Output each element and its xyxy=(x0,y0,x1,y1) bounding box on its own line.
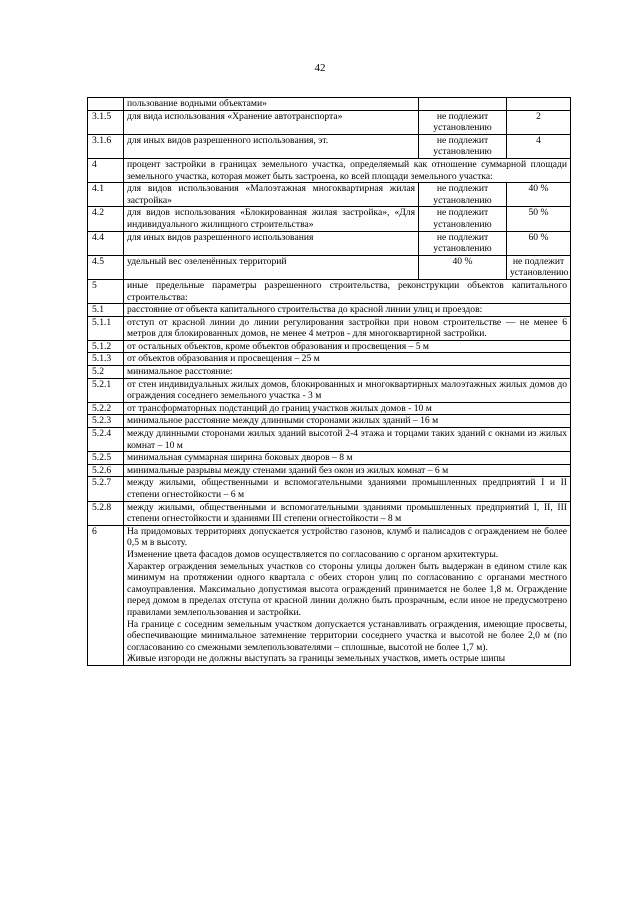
table-row xyxy=(88,378,571,402)
row-number: 5.2.1 xyxy=(88,378,124,402)
row-number: 5.2.7 xyxy=(88,477,124,501)
row-description: от остальных объектов, кроме объектов образования и просвещения – 5 м xyxy=(124,340,571,353)
row-description: для видов использования «Блокированная жилая застройка», «Для индивидуального жилищного строительства» xyxy=(124,207,419,231)
row-value-a: не подлежит установлению xyxy=(419,183,507,207)
row-value-a: не подлежит установлению xyxy=(419,134,507,158)
row-value-a: не подлежит установлению xyxy=(419,231,507,255)
row-description: процент застройки в границах земельного участка, определяемый как отношение суммарной площади земельного участка, которая может быть застроена, ко всей площади земельного участка: xyxy=(124,158,571,182)
row-description: удельный вес озеленённых территорий xyxy=(124,255,419,279)
row-value-b xyxy=(507,98,571,111)
row-number: 3.1.6 xyxy=(88,134,124,158)
table-row xyxy=(88,464,571,477)
table-row xyxy=(88,366,571,379)
row-description: для вида использования «Хранение автотранспорта» xyxy=(124,110,419,134)
regulations-table xyxy=(87,97,571,666)
row-number: 3.1.5 xyxy=(88,110,124,134)
row-value-a: не подлежит установлению xyxy=(419,110,507,134)
row-number: 4 xyxy=(88,158,124,182)
row-value-a xyxy=(419,98,507,111)
row-value-b: 40 % xyxy=(507,183,571,207)
row-description: от трансформаторных подстанций до границ участков жилых домов - 10 м xyxy=(124,402,571,415)
table-row xyxy=(88,525,571,665)
table-row xyxy=(88,353,571,366)
table-row xyxy=(88,428,571,452)
table-row xyxy=(88,183,571,207)
row-value-b: 50 % xyxy=(507,207,571,231)
row-number: 5.2.6 xyxy=(88,464,124,477)
paragraph: Изменение цвета фасадов домов осуществляется по согласованию с органом архитектуры. xyxy=(127,548,499,560)
row-value-a: не подлежит установлению xyxy=(419,207,507,231)
paragraph: На границе с соседним земельным участком допускается устанавливать ограждения, имеющие просветы, обеспечивающие минимальное затемнение территории соседнего участка и высотой не более 2,0 м (по согласованию со смежными землепользователями – сплошные, высотой не более 1,7 м). xyxy=(127,618,567,653)
row-description: между жилыми, общественными и вспомогательными зданиями промышленных предприятий I, II, III степени огнестойкости и зданиями III степени огнестойкости – 8 м xyxy=(124,501,571,525)
row-description: между жилыми, общественными и вспомогательными зданиями промышленных предприятий I и II степени огнестойкости – 6 м xyxy=(124,477,571,501)
row-description: минимальное расстояние: xyxy=(124,366,571,379)
table-row xyxy=(88,134,571,158)
table-row xyxy=(88,279,571,303)
row-description: между длинными сторонами жилых зданий высотой 2-4 этажа и торцами таких зданий с окнами из жилых комнат – 10 м xyxy=(124,428,571,452)
row-number: 4.4 xyxy=(88,231,124,255)
row-number: 4.1 xyxy=(88,183,124,207)
row-description: минимальное расстояние между длинными сторонами жилых зданий – 16 м xyxy=(124,415,571,428)
table-row xyxy=(88,304,571,317)
row-description: от стен индивидуальных жилых домов, блокированных и многоквартирных малоэтажных жилых домов до ограждения соседнего земельного участка - 3 м xyxy=(124,378,571,402)
page-number: 42 xyxy=(314,62,326,74)
row-number: 5.2.5 xyxy=(88,452,124,465)
row-description: для видов использования «Малоэтажная многоквартирная жилая застройка» xyxy=(124,183,419,207)
row-description: пользование водными объектами» xyxy=(124,98,419,111)
row-description: для иных видов разрешенного использования xyxy=(124,231,419,255)
row-description xyxy=(124,525,571,665)
table-row xyxy=(88,501,571,525)
paragraph: На придомовых территориях допускается устройство газонов, клумб и палисадов с ограждением не более 0,5 м в высоту. xyxy=(127,525,567,549)
row-value-a: 40 % xyxy=(419,255,507,279)
row-number: 5.1.3 xyxy=(88,353,124,366)
row-number: 5.2.2 xyxy=(88,402,124,415)
row-description: отступ от красной линии до линии регулирования застройки при новом строительстве — не менее 6 метров для блокированных домов, не менее 4 метров - для многоквартирной застройки. xyxy=(124,316,571,340)
paragraph: Живые изгороди не должны выступать за границы земельных участков, иметь острые шипы xyxy=(127,653,506,665)
row-value-b: 2 xyxy=(507,110,571,134)
row-description: минимальная суммарная ширина боковых дворов – 8 м xyxy=(124,452,571,465)
row-number: 5.2.8 xyxy=(88,501,124,525)
row-number: 5.2 xyxy=(88,366,124,379)
row-value-b: 60 % xyxy=(507,231,571,255)
table-row xyxy=(88,316,571,340)
row-value-b: 4 xyxy=(507,134,571,158)
row-number: 5.2.3 xyxy=(88,415,124,428)
row-number: 4.2 xyxy=(88,207,124,231)
row-number: 5.2.4 xyxy=(88,428,124,452)
table-row xyxy=(88,158,571,182)
row-number xyxy=(88,98,124,111)
table-row xyxy=(88,98,571,111)
table-row xyxy=(88,340,571,353)
row-description: от объектов образования и просвещения – 25 м xyxy=(124,353,571,366)
row-value-b: не подлежит установлению xyxy=(507,255,571,279)
table-row xyxy=(88,110,571,134)
row-description: минимальные разрывы между стенами зданий без окон из жилых комнат – 6 м xyxy=(124,464,571,477)
row-number: 5.1.2 xyxy=(88,340,124,353)
row-number: 5.1 xyxy=(88,304,124,317)
row-number: 5 xyxy=(88,279,124,303)
table-row xyxy=(88,477,571,501)
table-row xyxy=(88,452,571,465)
table-row xyxy=(88,231,571,255)
table-row xyxy=(88,207,571,231)
row-number: 5.1.1 xyxy=(88,316,124,340)
row-number: 4.5 xyxy=(88,255,124,279)
paragraph: Характер ограждения земельных участков со стороны улицы должен быть выдержан в едином стиле как минимум на протяжении одного квартала с обеих сторон улиц по согласованию с органами местного самоуправления. Максимально допустимая высота ограждений принимается не более 1,8 м. Ограждение перед домом в пределах отступа от красной линии должно быть прозрачным, если иное не предусмотрено правилами землепользования и застройки. xyxy=(127,560,567,618)
table-row xyxy=(88,415,571,428)
row-description: для иных видов разрешенного использования, эт. xyxy=(124,134,419,158)
table-row xyxy=(88,402,571,415)
table-row xyxy=(88,255,571,279)
row-number: 6 xyxy=(88,525,124,665)
row-description: расстояние от объекта капитального строительства до красной линии улиц и проездов: xyxy=(124,304,571,317)
row-description: иные предельные параметры разрешенного строительства, реконструкции объектов капитального строительства: xyxy=(124,279,571,303)
